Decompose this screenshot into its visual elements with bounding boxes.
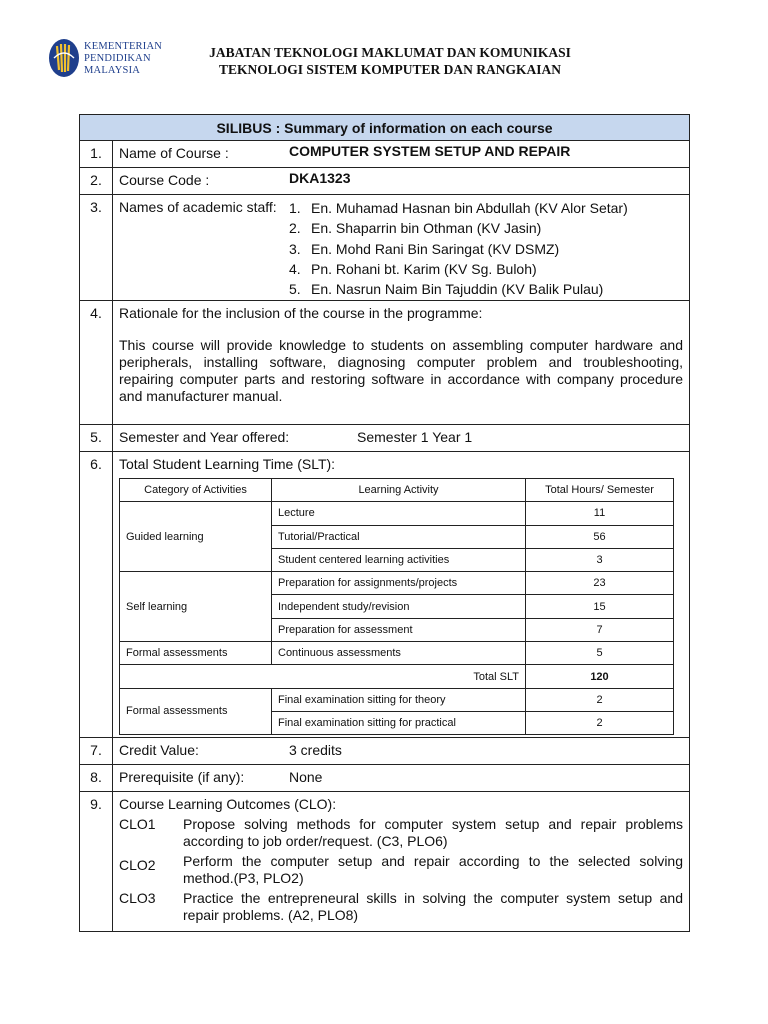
credit-value: 3 credits [289,742,342,759]
course-code-label: Course Code : [119,172,210,188]
slt-total-label: Total SLT [120,665,526,688]
academic-staff-label: Names of academic staff: [119,199,277,215]
clo-code: CLO3 [119,890,156,907]
clo-label: Course Learning Outcomes (CLO): [119,796,337,813]
clo-code: CLO2 [119,857,156,874]
semester-value: Semester 1 Year 1 [357,429,473,445]
clo-text: Perform the computer setup and repair according to the selected solving method.(P3, PLO2) [183,853,683,887]
row-number: 5. [80,425,113,452]
clo-text: Practice the entrepreneural skills in solving the computer system setup and repair problems. (A2, PLO8) [183,890,683,924]
course-code-value: DKA1323 [289,170,351,186]
table-row [120,665,674,688]
rationale-text: This course will provide knowledge to students on assembling computer hardware and peripherals, installing software, diagnosing computer problem and troubleshooting, repairing computer parts and restoring software in accordance with company procedure and manufacturer manual. [119,337,683,404]
syllabus-table [79,114,690,932]
row-number: 9. [80,792,113,932]
row-number: 2. [80,168,113,195]
department-title [180,44,600,78]
slt-hours: 2 [526,711,674,734]
list-item: 4. Pn. Rohani bt. Karim (KV Sg. Buloh) [289,260,537,277]
slt-hours: 23 [526,572,674,595]
slt-activity: Student centered learning activities [272,548,526,571]
logo-wordmark: KEMENTERIAN PENDIDIKAN MALAYSIA [84,41,163,76]
list-item: 2. En. Shaparrin bin Othman (KV Jasin) [289,220,542,237]
slt-activity: Tutorial/Practical [272,525,526,548]
list-item [119,890,683,924]
ministry-logo [48,38,188,82]
syllabus-title: SILIBUS : Summary of information on each course [80,115,690,141]
slt-row [80,452,690,738]
row-number: 1. [80,141,113,168]
slt-hours: 3 [526,548,674,571]
slt-activity: Preparation for assessment [272,618,526,641]
row-number: 7. [80,738,113,765]
clo-code: CLO1 [119,816,156,833]
semester-row [80,425,690,452]
academic-staff-row [80,195,690,301]
semester-label: Semester and Year offered: [119,429,290,445]
academic-staff-list [289,199,628,300]
document-header [0,0,768,110]
slt-activity: Preparation for assignments/projects [272,572,526,595]
prerequisite-value: None [289,769,323,786]
course-name-label: Name of Course : [119,145,229,161]
slt-category-self: Self learning [120,572,272,642]
syllabus-title-row [80,115,690,141]
row-number: 3. [80,195,113,301]
slt-header-hours: Total Hours/ Semester [526,479,674,502]
slt-header-category: Category of Activities [120,479,272,502]
slt-hours: 2 [526,688,674,711]
rationale-row [80,301,690,425]
slt-activity: Continuous assessments [272,642,526,665]
list-item [119,853,683,887]
slt-hours: 15 [526,595,674,618]
slt-category-guided: Guided learning [120,502,272,572]
list-item: 1. En. Muhamad Hasnan bin Abdullah (KV Alor Setar) [289,200,628,216]
slt-category-formal: Formal assessments [120,642,272,665]
prerequisite-row [80,765,690,792]
list-item: 3. En. Mohd Rani Bin Saringat (KV DSMZ) [289,240,560,257]
department-title-line2: TEKNOLOGI SISTEM KOMPUTER DAN RANGKAIAN [218,62,562,77]
course-name-value: COMPUTER SYSTEM SETUP AND REPAIR [289,143,571,159]
slt-table [119,478,674,735]
slt-header-activity: Learning Activity [272,479,526,502]
slt-hours: 5 [526,642,674,665]
table-row [120,502,674,525]
list-item [119,816,683,850]
course-name-row [80,141,690,168]
clo-text: Propose solving methods for computer system setup and repair problems according to job order/request. (C3, PLO6) [183,816,683,850]
clo-list [119,816,683,924]
department-title-line1: JABATAN TEKNOLOGI MAKLUMAT DAN KOMUNIKASI [209,45,571,60]
slt-activity: Final examination sitting for practical [272,711,526,734]
rationale-label: Rationale for the inclusion of the course in the programme: [119,305,483,321]
table-row [120,642,674,665]
row-number: 6. [80,452,113,738]
table-row [120,572,674,595]
table-row [120,479,674,502]
credit-row [80,738,690,765]
slt-hours: 7 [526,618,674,641]
slt-hours: 11 [526,502,674,525]
slt-activity: Lecture [272,502,526,525]
ministry-emblem-icon [48,38,80,78]
slt-hours: 56 [526,525,674,548]
slt-label: Total Student Learning Time (SLT): [119,456,336,472]
slt-activity: Independent study/revision [272,595,526,618]
course-code-row [80,168,690,195]
row-number: 4. [80,301,113,425]
list-item: 5. En. Nasrun Naim Bin Tajuddin (KV Balik Pulau) [289,281,604,298]
slt-total-value: 120 [526,665,674,688]
prerequisite-label: Prerequisite (if any): [119,769,245,786]
slt-activity: Final examination sitting for theory [272,688,526,711]
credit-label: Credit Value: [119,742,199,759]
row-number: 8. [80,765,113,792]
clo-row [80,792,690,932]
slt-category-formal-final: Formal assessments [120,688,272,735]
table-row [120,688,674,711]
